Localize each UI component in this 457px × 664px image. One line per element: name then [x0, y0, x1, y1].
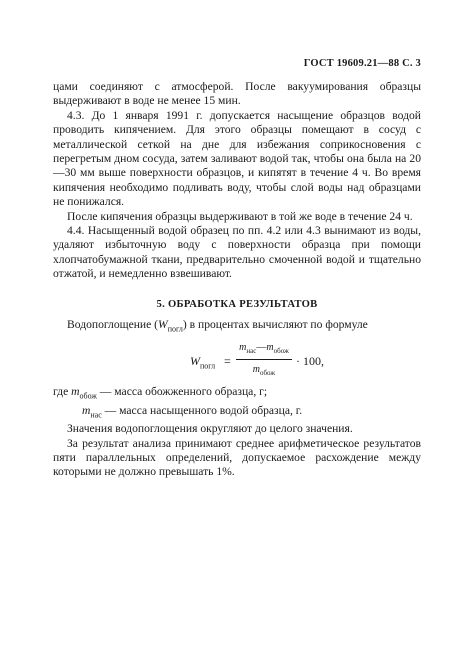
where-line-saturated-mass: $m_{нас}$ — масса насыщенного водой образца, г.: [82, 403, 303, 419]
document-header: ГОСТ 19609.21—88 С. 3: [303, 58, 421, 69]
formula-intro-after: ) в процентах вычисляют по формуле: [182, 318, 368, 332]
formula-intro-variable: $W_{погл}$: [158, 318, 183, 334]
formula-denominator: $m_{обож}$: [252, 364, 276, 378]
formula-multiplier: · 100,: [296, 353, 324, 368]
result-rule: За результат анализа принимают среднее арифметическое результатов пяти параллельных определений, допускаемое расхождение между которыми не должно превышать 1%.: [53, 436, 421, 479]
rounding-note: Значения водопоглощения округляют до целого значения.: [67, 422, 353, 436]
paragraph-4-4: 4.4. Насыщенный водой образец по пп. 4.2 или 4.3 вынимают из воды, удаляют избыточную воду с поверхности образца при помощи хлопчатобумажной ткани, предварительно смоченной водой и тщательно отжатой, и немедленно взвешивают.: [53, 224, 421, 281]
formula-intro-before: Водопоглощение (: [67, 318, 159, 332]
formula-equals: =: [224, 353, 231, 368]
formula-intro: [53, 318, 421, 337]
paragraph-boiling-hold: После кипячения образцы выдерживают в той же воде в течение 24 ч.: [67, 209, 413, 223]
where-line-fired-mass: где $m_{обож}$ — масса обожженного образца, г;: [53, 384, 268, 401]
water-absorption-formula: [53, 339, 421, 381]
paragraph-continuation: цами соединяют с атмосферой. После вакуумирования образцы выдерживают в воде не менее 15 мин.: [53, 80, 421, 108]
paragraph-4-3: 4.3. До 1 января 1991 г. допускается насыщение образцов водой проводить кипячением. Для этого образцы помещают в сосуд с металлической сеткой на дне для избежания соприкосновения с перегретым дном сосуда, затем заливают водой так, чтобы она была на 20—30 мм выше поверхности образцов, и кипятят в течение 4 ч. Во время кипячения необходимо подливать воду, чтобы слой воды над образцами не понижался.: [53, 108, 421, 209]
document-body: [53, 80, 421, 480]
formula-fraction: [236, 341, 292, 381]
formula-lhs: $W_{погл}$: [190, 353, 216, 371]
formula-numerator: $m_{нас}—m_{обож}$: [236, 341, 292, 360]
section-heading: 5. ОБРАБОТКА РЕЗУЛЬТАТОВ: [156, 298, 318, 310]
